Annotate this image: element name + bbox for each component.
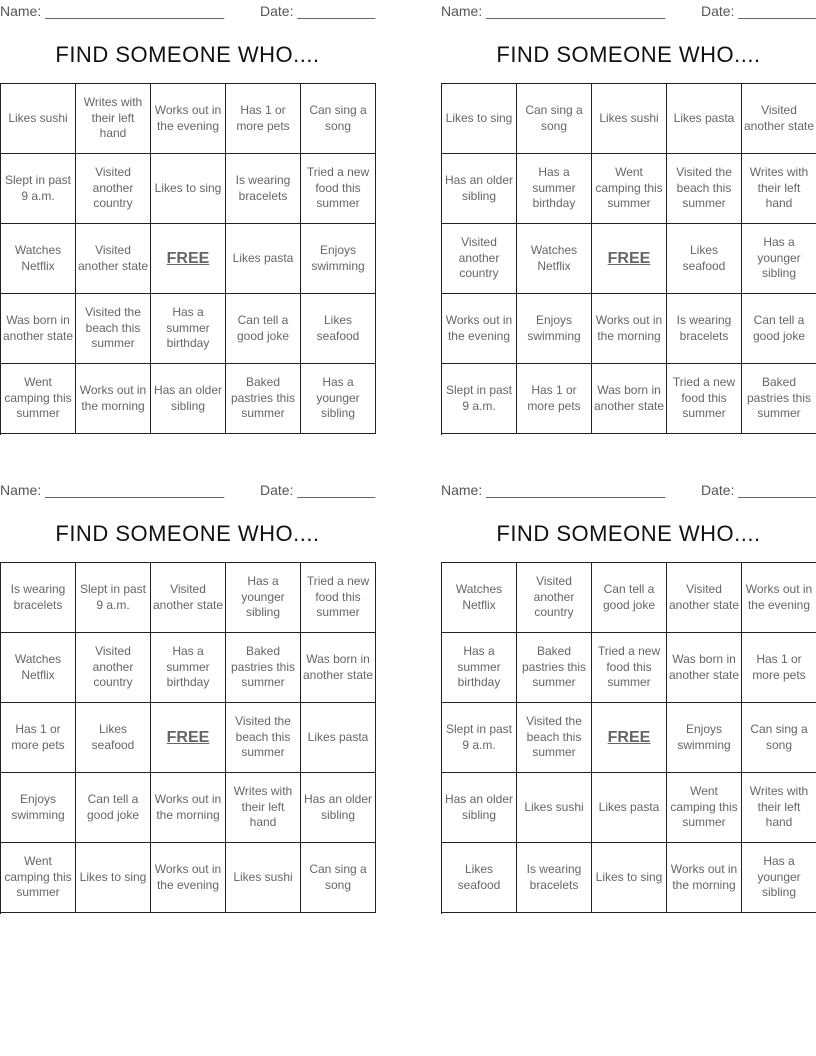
bingo-cell: Has an older sibling <box>442 154 517 224</box>
bingo-cell: Likes to sing <box>442 84 517 154</box>
bingo-grid <box>441 83 816 435</box>
bingo-cell: Likes sushi <box>517 773 592 843</box>
date-field: Date: __________ <box>701 3 816 19</box>
bingo-cell: Visited another state <box>667 563 742 633</box>
bingo-cell: Likes to sing <box>76 843 151 913</box>
bingo-cell: Likes sushi <box>592 84 667 154</box>
card-title: FIND SOMEONE WHO.... <box>496 521 761 546</box>
bingo-cell: Visited another country <box>442 224 517 294</box>
bingo-cell: Tried a new food this summer <box>667 364 742 434</box>
bingo-cell: Likes pasta <box>667 84 742 154</box>
bingo-cell: Went camping this summer <box>592 154 667 224</box>
bingo-cell: Has a younger sibling <box>742 843 816 913</box>
bingo-cell: Was born in another state <box>592 364 667 434</box>
bingo-cell: Can tell a good joke <box>742 294 816 364</box>
bingo-cell: Watches Netflix <box>1 633 76 703</box>
bingo-cell: Enjoys swimming <box>517 294 592 364</box>
bingo-cell: Baked pastries this summer <box>517 633 592 703</box>
bingo-cell: Has a summer birthday <box>151 294 226 364</box>
bingo-cell: Writes with their left hand <box>76 84 151 154</box>
bingo-cell: Has 1 or more pets <box>1 703 76 773</box>
bingo-cell: Works out in the evening <box>442 294 517 364</box>
bingo-cell: Visited another country <box>76 633 151 703</box>
free-space: FREE <box>592 703 667 773</box>
bingo-cell: Visited the beach this summer <box>226 703 301 773</box>
bingo-cell: Slept in past 9 a.m. <box>442 703 517 773</box>
bingo-card <box>441 0 816 420</box>
name-field: Name: _______________________ <box>0 482 225 498</box>
bingo-cell: Works out in the morning <box>592 294 667 364</box>
bingo-cell: Tried a new food this summer <box>301 563 376 633</box>
bingo-cell: Tried a new food this summer <box>592 633 667 703</box>
bingo-cell: Has 1 or more pets <box>226 84 301 154</box>
bingo-cell: Visited the beach this summer <box>76 294 151 364</box>
bingo-cell: Likes pasta <box>226 224 301 294</box>
bingo-cell: Is wearing bracelets <box>1 563 76 633</box>
bingo-cell: Can tell a good joke <box>76 773 151 843</box>
bingo-cell: Has a summer birthday <box>517 154 592 224</box>
bingo-grid <box>441 562 816 914</box>
bingo-cell: Watches Netflix <box>442 563 517 633</box>
bingo-cell: Has 1 or more pets <box>742 633 816 703</box>
bingo-cell: Likes to sing <box>151 154 226 224</box>
name-field: Name: _______________________ <box>0 3 225 19</box>
free-space: FREE <box>151 224 226 294</box>
bingo-cell: Writes with their left hand <box>742 154 816 224</box>
bingo-cell: Is wearing bracelets <box>517 843 592 913</box>
bingo-cell: Works out in the evening <box>151 843 226 913</box>
bingo-cell: Visited another state <box>151 563 226 633</box>
free-space: FREE <box>151 703 226 773</box>
bingo-cell: Slept in past 9 a.m. <box>76 563 151 633</box>
bingo-grid <box>0 83 376 435</box>
bingo-cell: Can sing a song <box>301 84 376 154</box>
bingo-cell: Likes seafood <box>301 294 376 364</box>
bingo-cell: Works out in the morning <box>667 843 742 913</box>
bingo-cell: Can tell a good joke <box>226 294 301 364</box>
bingo-cell: Watches Netflix <box>517 224 592 294</box>
bingo-cell: Can sing a song <box>517 84 592 154</box>
bingo-cell: Likes seafood <box>667 224 742 294</box>
card-title: FIND SOMEONE WHO.... <box>496 42 761 67</box>
bingo-cell: Has 1 or more pets <box>517 364 592 434</box>
bingo-cell: Visited another country <box>76 154 151 224</box>
bingo-cell: Baked pastries this summer <box>742 364 816 434</box>
bingo-cell: Has a younger sibling <box>301 364 376 434</box>
bingo-cell: Visited the beach this summer <box>667 154 742 224</box>
bingo-cell: Went camping this summer <box>667 773 742 843</box>
bingo-cell: Likes sushi <box>226 843 301 913</box>
bingo-cell: Works out in the morning <box>151 773 226 843</box>
name-field: Name: _______________________ <box>441 482 666 498</box>
bingo-cell: Baked pastries this summer <box>226 633 301 703</box>
bingo-cell: Enjoys swimming <box>301 224 376 294</box>
bingo-cell: Watches Netflix <box>1 224 76 294</box>
bingo-cell: Visited another state <box>742 84 816 154</box>
bingo-cell: Tried a new food this summer <box>301 154 376 224</box>
bingo-cell: Has a summer birthday <box>151 633 226 703</box>
bingo-cell: Enjoys swimming <box>1 773 76 843</box>
bingo-cell: Baked pastries this summer <box>226 364 301 434</box>
bingo-cell: Slept in past 9 a.m. <box>1 154 76 224</box>
bingo-card <box>441 479 816 899</box>
bingo-cell: Likes seafood <box>442 843 517 913</box>
bingo-cell: Has an older sibling <box>301 773 376 843</box>
bingo-cell: Has an older sibling <box>151 364 226 434</box>
card-title: FIND SOMEONE WHO.... <box>55 42 320 67</box>
bingo-cell: Was born in another state <box>301 633 376 703</box>
bingo-cell: Visited the beach this summer <box>517 703 592 773</box>
bingo-cell: Likes sushi <box>1 84 76 154</box>
date-field: Date: __________ <box>260 482 376 498</box>
bingo-cell: Works out in the morning <box>76 364 151 434</box>
bingo-cell: Works out in the evening <box>742 563 816 633</box>
bingo-cell: Writes with their left hand <box>742 773 816 843</box>
free-space: FREE <box>592 224 667 294</box>
bingo-cell: Has a younger sibling <box>742 224 816 294</box>
card-title: FIND SOMEONE WHO.... <box>55 521 320 546</box>
bingo-cell: Works out in the evening <box>151 84 226 154</box>
bingo-cell: Writes with their left hand <box>226 773 301 843</box>
bingo-cell: Is wearing bracelets <box>226 154 301 224</box>
bingo-cell: Has a younger sibling <box>226 563 301 633</box>
bingo-cell: Likes pasta <box>592 773 667 843</box>
bingo-cell: Can sing a song <box>742 703 816 773</box>
bingo-cell: Likes seafood <box>76 703 151 773</box>
bingo-cell: Has a summer birthday <box>442 633 517 703</box>
bingo-grid <box>0 562 376 914</box>
bingo-cell: Likes to sing <box>592 843 667 913</box>
date-field: Date: __________ <box>701 482 816 498</box>
bingo-cell: Can tell a good joke <box>592 563 667 633</box>
bingo-cell: Likes pasta <box>301 703 376 773</box>
bingo-cell: Visited another state <box>76 224 151 294</box>
bingo-cell: Is wearing bracelets <box>667 294 742 364</box>
date-field: Date: __________ <box>260 3 376 19</box>
bingo-cell: Enjoys swimming <box>667 703 742 773</box>
bingo-cell: Went camping this summer <box>1 364 76 434</box>
name-field: Name: _______________________ <box>441 3 666 19</box>
bingo-cell: Can sing a song <box>301 843 376 913</box>
bingo-cell: Was born in another state <box>1 294 76 364</box>
bingo-cell: Went camping this summer <box>1 843 76 913</box>
bingo-cell: Visited another country <box>517 563 592 633</box>
bingo-card <box>0 479 375 899</box>
bingo-cell: Has an older sibling <box>442 773 517 843</box>
bingo-cell: Was born in another state <box>667 633 742 703</box>
bingo-card <box>0 0 375 420</box>
bingo-cell: Slept in past 9 a.m. <box>442 364 517 434</box>
